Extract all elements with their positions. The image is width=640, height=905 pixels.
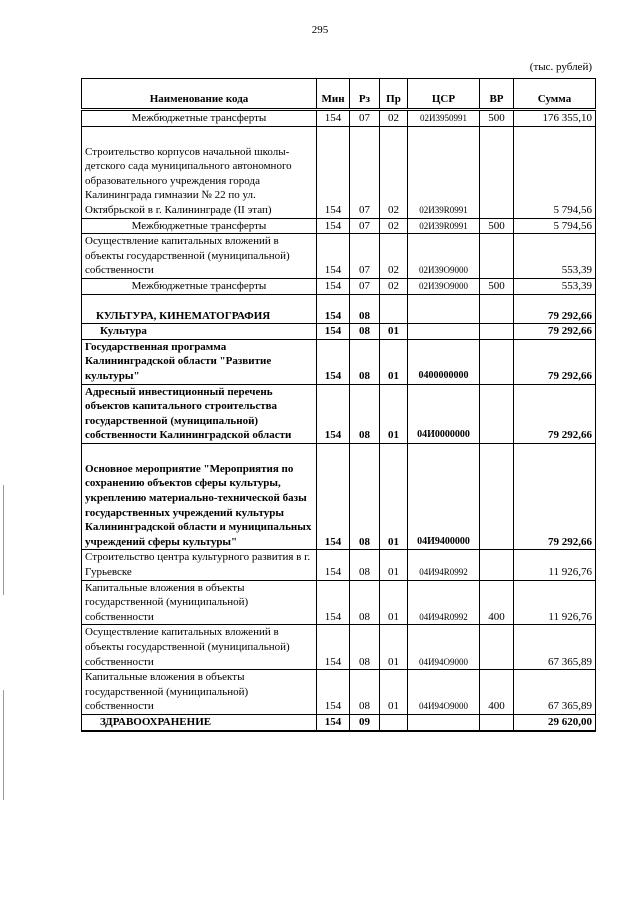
row-vr [480, 339, 514, 384]
table-row [82, 126, 596, 218]
row-vr: 500 [480, 278, 514, 294]
row-rz: 08 [350, 443, 380, 550]
row-sum: 67 365,89 [514, 625, 596, 670]
row-pr: 02 [380, 126, 408, 218]
row-min: 154 [317, 294, 350, 324]
row-csr [408, 294, 480, 324]
table-header-row [82, 79, 596, 110]
row-sum: 79 292,66 [514, 384, 596, 443]
row-csr: 04И0000000 [408, 384, 480, 443]
row-rz: 07 [350, 234, 380, 279]
budget-table [81, 78, 596, 732]
header-sum: Сумма [514, 79, 596, 110]
row-rz: 07 [350, 218, 380, 234]
row-pr [380, 294, 408, 324]
row-min: 154 [317, 278, 350, 294]
row-sum: 553,39 [514, 234, 596, 279]
row-csr: 02И39О9000 [408, 278, 480, 294]
row-name: Межбюджетные трансферты [82, 218, 317, 234]
row-rz: 08 [350, 580, 380, 625]
header-csr: ЦСР [408, 79, 480, 110]
row-rz: 07 [350, 110, 380, 127]
row-rz: 07 [350, 126, 380, 218]
row-pr: 02 [380, 278, 408, 294]
binding-mark [3, 690, 4, 800]
table-row [82, 278, 596, 294]
row-pr [380, 714, 408, 730]
row-sum: 79 292,66 [514, 294, 596, 324]
row-name: Адресный инвестиционный перечень объектов капитального строительства государственной (муниципальной) собственности Калининградской области [82, 384, 317, 443]
row-name: Осуществление капитальных вложений в объекты государственной (муниципальной) собственности [82, 625, 317, 670]
row-name: Капитальные вложения в объекты государственной (муниципальной) собственности [82, 670, 317, 715]
table-row [82, 714, 596, 730]
row-csr [408, 324, 480, 340]
row-min: 154 [317, 550, 350, 580]
row-vr: 500 [480, 218, 514, 234]
row-min: 154 [317, 339, 350, 384]
row-rz: 07 [350, 278, 380, 294]
row-sum: 11 926,76 [514, 580, 596, 625]
table-row [82, 670, 596, 715]
row-csr: 02И39R0991 [408, 126, 480, 218]
table-row [82, 218, 596, 234]
row-pr: 01 [380, 580, 408, 625]
row-vr [480, 625, 514, 670]
row-rz: 08 [350, 339, 380, 384]
row-csr [408, 714, 480, 730]
row-csr: 0400000000 [408, 339, 480, 384]
row-sum: 67 365,89 [514, 670, 596, 715]
row-rz: 08 [350, 294, 380, 324]
row-sum: 176 355,10 [514, 110, 596, 127]
row-name: Осуществление капитальных вложений в объекты государственной (муниципальной) собственности [82, 234, 317, 279]
row-csr: 02И39О9000 [408, 234, 480, 279]
row-name: Государственная программа Калининградской области "Развитие культуры" [82, 339, 317, 384]
table-row [82, 324, 596, 340]
row-min: 154 [317, 714, 350, 730]
row-vr [480, 126, 514, 218]
row-sum: 29 620,00 [514, 714, 596, 730]
row-sum: 11 926,76 [514, 550, 596, 580]
row-sum: 79 292,66 [514, 339, 596, 384]
header-vr: ВР [480, 79, 514, 110]
row-name: Строительство центра культурного развития в г. Гурьевске [82, 550, 317, 580]
row-csr: 04И9400000 [408, 443, 480, 550]
units-label: (тыс. рублей) [529, 61, 592, 73]
row-vr [480, 714, 514, 730]
row-pr: 01 [380, 324, 408, 340]
row-csr: 04И94О9000 [408, 670, 480, 715]
header-name: Наименование кода [82, 79, 317, 110]
row-vr: 400 [480, 670, 514, 715]
binding-mark [3, 485, 4, 595]
row-csr: 02И3950991 [408, 110, 480, 127]
row-csr: 04И94R0992 [408, 580, 480, 625]
row-vr: 400 [480, 580, 514, 625]
row-pr: 01 [380, 384, 408, 443]
row-pr: 01 [380, 339, 408, 384]
row-name: Межбюджетные трансферты [82, 110, 317, 127]
row-rz: 08 [350, 670, 380, 715]
row-sum: 5 794,56 [514, 126, 596, 218]
table-row [82, 234, 596, 279]
row-sum: 79 292,66 [514, 443, 596, 550]
row-name: ЗДРАВООХРАНЕНИЕ [82, 714, 317, 730]
row-min: 154 [317, 126, 350, 218]
row-min: 154 [317, 580, 350, 625]
row-csr: 04И94О9000 [408, 625, 480, 670]
row-sum: 79 292,66 [514, 324, 596, 340]
row-pr: 01 [380, 625, 408, 670]
row-name: Культура [82, 324, 317, 340]
table-row [82, 339, 596, 384]
header-pr: Пр [380, 79, 408, 110]
row-vr [480, 384, 514, 443]
row-sum: 5 794,56 [514, 218, 596, 234]
row-pr: 02 [380, 218, 408, 234]
table-row [82, 580, 596, 625]
row-rz: 08 [350, 625, 380, 670]
table-row [82, 384, 596, 443]
row-min: 154 [317, 324, 350, 340]
row-min: 154 [317, 234, 350, 279]
table-row [82, 625, 596, 670]
page-number: 295 [311, 24, 329, 36]
row-pr: 02 [380, 234, 408, 279]
row-vr [480, 324, 514, 340]
header-min: Мин [317, 79, 350, 110]
row-pr: 01 [380, 443, 408, 550]
row-csr: 04И94R0992 [408, 550, 480, 580]
row-name: Межбюджетные трансферты [82, 278, 317, 294]
row-rz: 08 [350, 550, 380, 580]
row-vr [480, 234, 514, 279]
table-row [82, 294, 596, 324]
row-vr [480, 443, 514, 550]
row-pr: 01 [380, 550, 408, 580]
table-row [82, 550, 596, 580]
row-name: Основное мероприятие "Мероприятия по сохранению объектов сферы культуры, укреплению материально-технической базы государственных учреждений культуры Калининградской области и муниципальных учреждений сферы культуры" [82, 443, 317, 550]
row-pr: 02 [380, 110, 408, 127]
row-min: 154 [317, 110, 350, 127]
row-min: 154 [317, 670, 350, 715]
row-pr: 01 [380, 670, 408, 715]
row-rz: 08 [350, 384, 380, 443]
row-rz: 09 [350, 714, 380, 730]
row-vr: 500 [480, 110, 514, 127]
row-csr: 02И39R0991 [408, 218, 480, 234]
row-name: Строительство корпусов начальной школы-детского сада муниципального автономного образовательного учреждения города Калининграда гимназии № 22 по ул. Октябрьской в г. Калининграде (II этап) [82, 126, 317, 218]
row-min: 154 [317, 384, 350, 443]
row-vr [480, 550, 514, 580]
row-min: 154 [317, 443, 350, 550]
header-rz: Рз [350, 79, 380, 110]
row-min: 154 [317, 625, 350, 670]
row-name: КУЛЬТУРА, КИНЕМАТОГРАФИЯ [82, 294, 317, 324]
table-row [82, 443, 596, 550]
row-min: 154 [317, 218, 350, 234]
row-rz: 08 [350, 324, 380, 340]
table-row [82, 110, 596, 127]
row-vr [480, 294, 514, 324]
row-name: Капитальные вложения в объекты государственной (муниципальной) собственности [82, 580, 317, 625]
row-sum: 553,39 [514, 278, 596, 294]
